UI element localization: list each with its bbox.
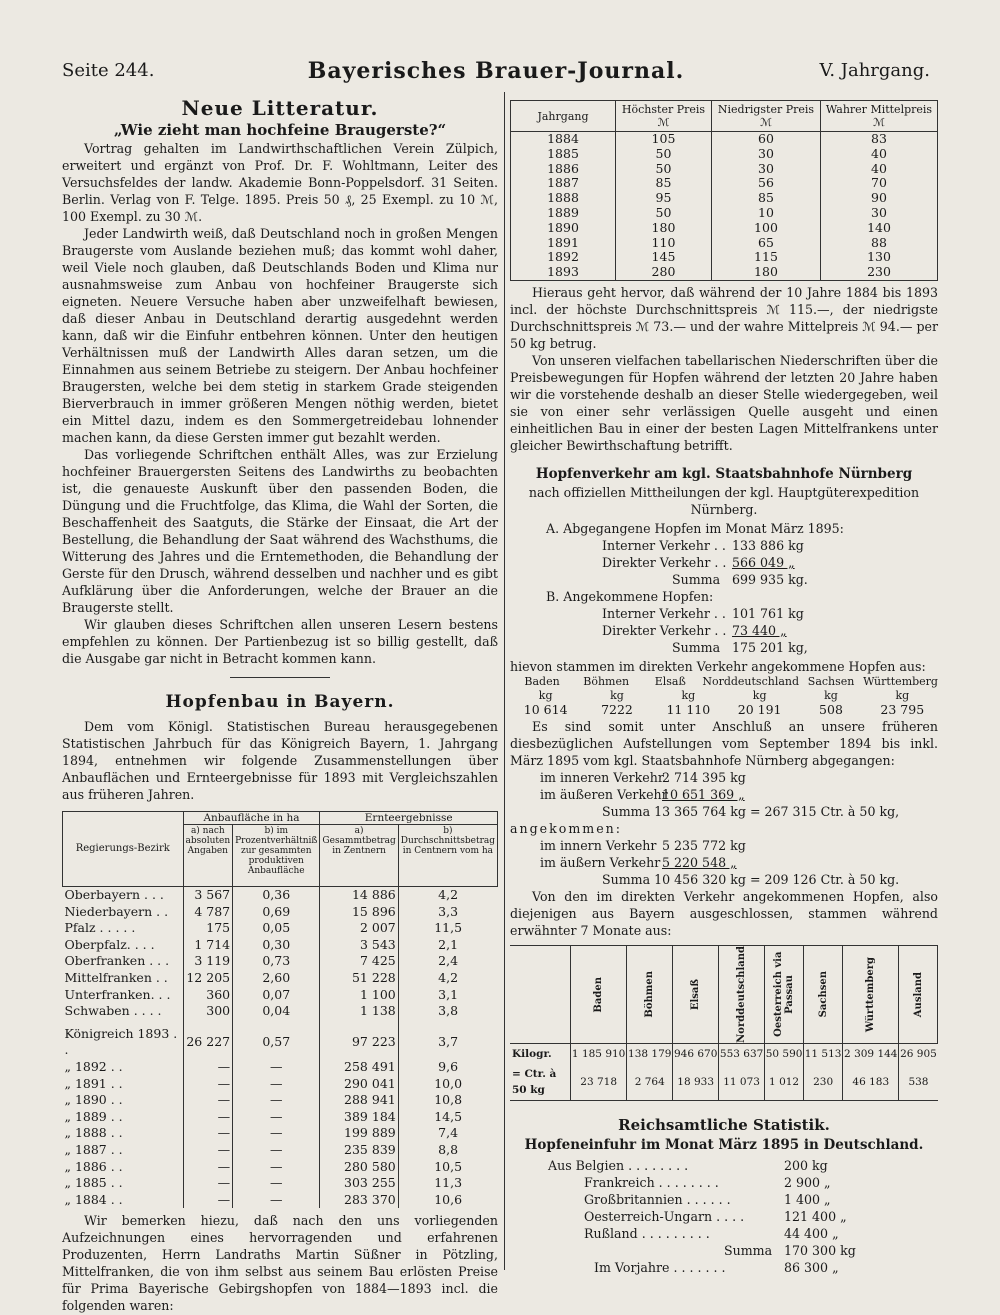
origin-cell: kg [752, 688, 767, 702]
hop-area-table [62, 811, 498, 1208]
origin-table: Baden Böhmen Elsaß Norddeutschland Oesterreich via Passau Sachsen Württemberg Ausland Kilogr. 1 185 910 138 179 946 670 553 637 50 590 11 513 2 309 144 26 905 = Ctr. à 50 kg 23 718 2 764 18 933 11 073 1 012 230 46 183 538 [510, 945, 938, 1101]
col-header: Baden [571, 945, 627, 1043]
origin-cell: 20 191 [737, 701, 782, 717]
table-cell: Oberfranken . . . [64, 953, 170, 969]
table-cell: 105 [616, 132, 712, 147]
table-cell: 130 [820, 250, 937, 265]
origin-cell: Baden [524, 674, 560, 688]
import-amount: 121 400 „ [784, 1208, 847, 1224]
col-header-a: a) nach absoluten Angaben [183, 825, 233, 887]
table-cell: 1 185 910 [571, 1043, 627, 1064]
table-cell: — [183, 1175, 233, 1192]
import-country: Frankreich . . . . . . . . [584, 1174, 719, 1190]
table-cell: 1884 [511, 132, 616, 147]
table-cell: Oberbayern . . . [64, 887, 164, 902]
table-cell: 180 [616, 221, 712, 236]
table-cell: 26 905 [899, 1043, 938, 1064]
page-number: Seite 244. [62, 60, 155, 81]
table-cell: — [233, 1092, 320, 1109]
section-title-literature: Neue Litteratur. [181, 96, 379, 120]
origin-cell: 10 614 [523, 701, 568, 717]
table-cell: 10,0 [398, 1076, 497, 1093]
article-title: „Wie zieht man hochfeine Braugerste?“ [113, 121, 447, 139]
table-cell: 3,1 [398, 987, 497, 1004]
section-b-title: B. Angekommene Hopfen: [546, 588, 714, 604]
table-cell: 10,6 [398, 1192, 497, 1209]
table-row [63, 920, 498, 937]
table-cell: 11 513 [804, 1043, 843, 1064]
table-cell: 1890 [511, 221, 616, 236]
table-cell: — [233, 1142, 320, 1159]
table-cell: 4,2 [398, 887, 497, 904]
table-cell: Unterfranken. . . [64, 986, 171, 1002]
origin-cell: kg [681, 688, 696, 702]
table-cell: 1886 [511, 162, 616, 177]
origin-cell: 7222 [601, 701, 633, 717]
col-header-min: Niedrigster Preis ℳ [711, 101, 820, 132]
import-amount: 1 400 „ [784, 1191, 831, 1207]
table-cell: 11 073 [719, 1064, 765, 1101]
table-cell: 1887 [511, 176, 616, 191]
table-cell: 258 491 [320, 1059, 398, 1076]
origin-cell: 508 [819, 701, 843, 717]
table-cell: 1 100 [320, 987, 398, 1004]
table-cell: — [183, 1109, 233, 1126]
table-cell: — [233, 1175, 320, 1192]
col-header: Württemberg [843, 945, 899, 1043]
import-amount: 44 400 „ [784, 1225, 839, 1241]
table-cell: 2,1 [398, 937, 497, 954]
import-row [548, 1225, 938, 1242]
table-cell: — [233, 1159, 320, 1176]
table-row [63, 953, 498, 970]
table-cell: 0,69 [233, 904, 320, 921]
origin-cell: kg [895, 688, 910, 702]
section-subtitle: nach offiziellen Mittheilungen der kgl. Hauptgüterexpedition Nürnberg. [528, 484, 920, 517]
table-cell: 40 [820, 147, 937, 162]
import-country: Großbritannien . . . . . . [584, 1191, 731, 1207]
table-cell: 10,8 [398, 1092, 497, 1109]
table-cell: 11,5 [398, 920, 497, 937]
table-cell: „ 1889 . . [64, 1108, 123, 1124]
import-amount: 200 kg [784, 1157, 828, 1173]
table-cell: 30 [711, 162, 820, 177]
table-cell: 553 637 [719, 1043, 765, 1064]
table-cell: 180 [711, 265, 820, 280]
right-column [510, 96, 938, 1276]
table-cell: 280 [616, 265, 712, 280]
col-header-gb: b) Durchschnittsbetrag in Centnern vom ha [398, 825, 497, 887]
table-cell: 280 580 [320, 1159, 398, 1176]
table-cell: 3 543 [320, 937, 398, 954]
col-header-mid: Wahrer Mittelpreis ℳ [820, 101, 937, 132]
table-cell: 88 [820, 236, 937, 251]
table-row [63, 1192, 498, 1209]
col-header-jahrgang: Jahrgang [511, 101, 616, 132]
table-cell: 140 [820, 221, 937, 236]
col-header-anbau: Anbaufläche in ha [183, 812, 320, 825]
table-cell: 85 [711, 191, 820, 206]
table-row [511, 191, 938, 206]
table-cell: 1891 [511, 236, 616, 251]
table-cell: — [183, 1142, 233, 1159]
table-cell: „ 1887 . . [64, 1141, 123, 1157]
left-column [62, 96, 498, 1314]
table-cell: 389 184 [320, 1109, 398, 1126]
table-row [511, 132, 938, 147]
column-divider [504, 92, 505, 1270]
article-paragraph: Wir bemerken hiezu, daß nach den uns vorliegenden Aufzeichnungen eines hervorragenden und erfahrenen Produzenten, Herrn Landraths Martin Süßner in Pötzling, Mittelfranken, die von ihm selbst aus seinem Bau erlösten Preise für Prima Bayerische Gebirgshopfen von 1884—1893 incl. die folgenden waren: [62, 1213, 498, 1314]
article-paragraph: Dem vom Königl. Statistischen Bureau herausgegebenen Statistischen Jahrbuch für das Königreich Bayern, 1. Jahrgang 1894, entnehmen wir folgende Zusammenstellungen über Anbauflächen und Ernteergebnisse für 1893 mit Vergleichszahlen aus früheren Jahren. [62, 719, 498, 802]
table-cell: 4 787 [183, 904, 233, 921]
table-cell: 2,60 [233, 970, 320, 987]
table-cell: — [183, 1076, 233, 1093]
table-cell: „ 1890 . . [64, 1092, 123, 1108]
table-cell: — [183, 1092, 233, 1109]
table-cell: 0,04 [233, 1003, 320, 1020]
col-header: Böhmen [627, 945, 673, 1043]
table-cell: — [183, 1059, 233, 1076]
table-cell: 1893 [511, 265, 616, 280]
article-paragraph: Von unseren vielfachen tabellarischen Niederschriften über die Preisbewegungen für Hopfen während der letzten 20 Jahre haben wir die vorstehende deshalb an dieser Stelle wiedergegeben, weil sie von einer sehr verlässigen Quelle ausgeht und einen einheitlichen Bau in einer der besten Lagen Mittelfrankens unter gleicher Bewirthschaftung betrifft. [510, 352, 938, 453]
table-cell: 303 255 [320, 1175, 398, 1192]
table-cell: „ 1886 . . [64, 1158, 123, 1174]
table-row [511, 221, 938, 236]
table-cell: Mittelfranken . . [64, 969, 168, 985]
table-cell: 10 [711, 206, 820, 221]
article-paragraph: Jeder Landwirth weiß, daß Deutschland noch in großen Mengen Braugerste vom Auslande beziehen muß; das kommt wohl daher, weil Viele noch glauben, daß Deutschlands Boden und Klima nur ausnahmsweise zum Anbau von hochfeiner Braugerste sich eigneten. Neuere Versuche haben aber unzweifelhaft bewiesen, daß dieser Anbau in Deutschland derartig ausgedehnt werden kann, daß wir die Einfuhr entbehren können. Unter den heutigen Verhältnissen muß der Landwirth Alles daran setzen, um die Einnahmen aus seinem Betriebe zu steigern. Der Anbau hochfeiner Braugersten, welche bei dem stetig in starkem Grade steigenden Bierverbrauch in immer größeren Mengen nöthig werden, bietet ein Mittel dazu, indem es den Sommergetreidebau lohnender machen kann, da diese Gersten immer gut bezahlt werden. [62, 226, 498, 445]
table-cell: Schwaben . . . . [64, 1003, 162, 1019]
hop-traffic-block: A. Abgegangene Hopfen im Monat März 1895: Interner Verkehr . . 133 886 kg Direkter Verkehr . . 566 049 „ Summa 699 935 kg. B. Angekommene Hopfen: Interner Verkehr . . 101 761 kg Direkter Verkehr . . 73 440 „ Summa 175 201 kg, [546, 520, 938, 656]
table-row [63, 904, 498, 921]
cumulative-block: im inneren Verkehr2 714 395 kg im äußeren Verkehr10 651 369 „ Summa 13 365 764 kg = 267 315 Ctr. à 50 kg, angekommen: im innern Verkehr 5 235 772 kg im äußern Verkehr 5 220 548 „ Summa 10 456 320 kg = 209 126 Ctr. à 50 kg. [510, 769, 900, 887]
table-cell: „ 1888 . . [64, 1125, 123, 1141]
page-header [62, 58, 930, 86]
article-paragraph: Hieraus geht hervor, daß während der 10 Jahre 1884 bis 1893 incl. der höchste Durchschnittspreis ℳ 115.—, der niedrigste Durchschnittspreis ℳ 73.— und der wahre Mittelpreis ℳ 94.— per 50 kg betrug. [510, 284, 938, 351]
table-row [63, 970, 498, 987]
table-row [511, 176, 938, 191]
table-cell: 115 [711, 250, 820, 265]
table-cell: 85 [616, 176, 712, 191]
price-table [510, 100, 938, 281]
import-row [548, 1191, 938, 1208]
origin-cell: 23 795 [880, 701, 925, 717]
table-cell: 1885 [511, 147, 616, 162]
article-paragraph: Das vorliegende Schriftchen enthält Alles, was zur Erzielung hochfeiner Brauergersten Seitens des Landwirths zu beobachten ist, die genaueste Auskunft über den passenden Boden, die Düngung und die Fruchtfolge, das Klima, die Wahl der Sorten, die Beschaffenheit des Saatguts, die Stärke der Einsaat, die Art der Bestellung, die Behandlung der Saat während des Wachsthums, die Witterung des Jahres und die Erntemethoden, die Behandlung der Gerste für den Drusch, während desselben und nachher und es gibt Aufklärung über die Anforderungen, welche der Brauer an die Braugerste stellt. [62, 447, 498, 615]
table-row [511, 265, 938, 280]
table-cell: 0,30 [233, 937, 320, 954]
table-cell: 0,57 [233, 1026, 320, 1059]
table-row [511, 162, 938, 177]
table-cell: 18 933 [673, 1064, 719, 1101]
table-cell: „ 1891 . . [64, 1075, 123, 1091]
table-row [63, 1125, 498, 1142]
table-cell: — [233, 1059, 320, 1076]
table-cell: „ 1885 . . [64, 1175, 123, 1191]
table-row [511, 147, 938, 162]
table-cell: 90 [820, 191, 937, 206]
table-cell: 2 309 144 [843, 1043, 899, 1064]
table-cell: 97 223 [320, 1026, 398, 1059]
table-cell: 70 [820, 176, 937, 191]
table-cell: 60 [711, 132, 820, 147]
table-row [63, 937, 498, 954]
table-cell: 46 183 [843, 1064, 899, 1101]
table-cell: 8,8 [398, 1142, 497, 1159]
table-cell: 1888 [511, 191, 616, 206]
table-cell: 23 718 [571, 1064, 627, 1101]
table-cell: 0,36 [233, 887, 320, 904]
table-row [63, 1142, 498, 1159]
col-header: Oesterreich via Passau [765, 945, 804, 1043]
section-title-statistik: Reichsamtliche Statistik. [618, 1115, 830, 1134]
table-cell: 175 [183, 920, 233, 937]
import-amount: 2 900 „ [784, 1174, 831, 1190]
col-header: Ausland [899, 945, 938, 1043]
origin-cell: 11 110 [666, 701, 711, 717]
table-row [63, 1109, 498, 1126]
table-row [63, 1159, 498, 1176]
table-cell: — [183, 1125, 233, 1142]
table-cell: 7 425 [320, 953, 398, 970]
section-subtitle-import: Hopfeneinfuhr im Monat März 1895 in Deutschland. [524, 1136, 924, 1153]
table-row [511, 250, 938, 265]
table-cell: 12 205 [183, 970, 233, 987]
table-row [63, 1076, 498, 1093]
table-cell: 946 670 [673, 1043, 719, 1064]
table-cell: 65 [711, 236, 820, 251]
col-header: Elsaß [673, 945, 719, 1043]
table-cell: 283 370 [320, 1192, 398, 1209]
col-header-max: Höchster Preis ℳ [616, 101, 712, 132]
table-row [63, 1003, 498, 1020]
table-cell: Oberpfalz. . . . [64, 936, 155, 952]
table-cell: 95 [616, 191, 712, 206]
table-cell: 100 [711, 221, 820, 236]
origin-cell: kg [610, 688, 624, 702]
table-cell: 30 [711, 147, 820, 162]
table-cell: 288 941 [320, 1092, 398, 1109]
import-list: Aus Belgien . . . . . . . . 200 kg Frankreich . . . . . . . . 2 900 „ Großbritannien . . . . . . 1 400 „ Oesterreich-Ungarn . . . . 121 400 „ Rußland . . . . . . . . . 44 400 „ Summa 170 300 kg Im Vorjahre . . . . . . . 86 300 „ [548, 1157, 938, 1276]
table-cell: 14,5 [398, 1109, 497, 1126]
table-row [63, 1092, 498, 1109]
article-intro: Vortrag gehalten im Landwirthschaftlichen Verein Zülpich, erweitert und ergänzt von Prof. Dr. F. Wohltmann, Leiter des Versuchsfeldes der landw. Akademie Bonn-Poppelsdorf. 31 Seiten. Berlin. Verlag von F. Telge. 1895. Preis 50 ₰, 25 Exempl. zu 10 ℳ, 100 Exempl. zu 30 ℳ. [62, 141, 498, 224]
table-cell: „ 1884 . . [64, 1191, 123, 1207]
origin-cell: Norddeutschland [702, 674, 800, 688]
table-cell: 1 012 [765, 1064, 804, 1101]
col-header-ga: a) Gesammtbetrag in Zentnern [320, 825, 398, 887]
section-a-title: A. Abgegangene Hopfen im Monat März 1895: [546, 520, 844, 536]
table-cell: — [233, 1109, 320, 1126]
table-cell: 2 007 [320, 920, 398, 937]
table-cell: 3,3 [398, 904, 497, 921]
import-row [548, 1208, 938, 1225]
origin-units [510, 689, 938, 703]
section-separator [230, 677, 330, 678]
table-cell: 360 [183, 987, 233, 1004]
table-cell: — [233, 1125, 320, 1142]
import-country: Rußland . . . . . . . . . [584, 1225, 710, 1241]
article-paragraph: Von den im direkten Verkehr angekommenen Hopfen, also diejenigen aus Bayern ausgeschlossen, stammen während erwähnter 7 Monate aus: [510, 888, 938, 938]
table-cell: „ 1892 . . [64, 1058, 123, 1074]
article-paragraph: Wir glauben dieses Schriftchen allen unseren Lesern bestens empfehlen zu können. Der Partienbezug ist so billig gestellt, daß die Ausgabe gar nicht in Betracht kommen kann. [62, 617, 498, 666]
table-cell: 1889 [511, 206, 616, 221]
table-cell: 0,73 [233, 953, 320, 970]
table-cell: 30 [820, 206, 937, 221]
table-cell: 0,05 [233, 920, 320, 937]
table-cell: 15 896 [320, 904, 398, 921]
origin-cell: Elsaß [654, 674, 686, 688]
table-cell: 199 889 [320, 1125, 398, 1142]
origin-intro: hievon stammen im direkten Verkehr angekommene Hopfen aus: [510, 658, 926, 674]
article-paragraph: Es sind somit unter Anschluß an unsere früheren diesbezüglichen Aufstellungen vom September 1894 bis inkl. März 1895 vom kgl. Staatsbahnhofe Nürnberg abgegangen: [510, 718, 938, 768]
table-cell: 110 [616, 236, 712, 251]
table-cell: — [183, 1192, 233, 1209]
section-title-verkehr: Hopfenverkehr am kgl. Staatsbahnhofe Nürnberg [535, 465, 913, 482]
table-cell: 10,5 [398, 1159, 497, 1176]
table-cell: 290 041 [320, 1076, 398, 1093]
table-cell: Niederbayern . . [64, 903, 169, 919]
section-title-hopfenbau: Hopfenbau in Bayern. [165, 692, 395, 712]
import-country: Oesterreich-Ungarn . . . . [584, 1208, 745, 1224]
table-cell: Königreich 1893 . . [64, 1025, 178, 1058]
table-cell: — [233, 1076, 320, 1093]
table-cell: 4,2 [398, 970, 497, 987]
table-cell: 3 567 [183, 887, 233, 904]
origin-values [510, 703, 938, 717]
import-country: Aus Belgien . . . . . . . . [548, 1157, 689, 1173]
volume-label: V. Jahrgang. [819, 60, 930, 81]
table-cell: 300 [183, 1003, 233, 1020]
origin-heads [510, 675, 938, 689]
col-header-b: b) im Prozentverhältniß zur gesammten produktiven Anbaufläche [233, 825, 320, 887]
col-header-bezirk: Regierungs-Bezirk [63, 812, 184, 887]
origin-cell: kg [538, 688, 553, 702]
origin-cell: Böhmen [583, 674, 630, 688]
table-cell: — [233, 1192, 320, 1209]
table-row [63, 1175, 498, 1192]
origin-cell: Sachsen [807, 674, 855, 688]
col-header: Sachsen [804, 945, 843, 1043]
table-row [63, 1059, 498, 1076]
table-cell: 145 [616, 250, 712, 265]
table-cell: 3,7 [398, 1026, 497, 1059]
table-cell: 538 [899, 1064, 938, 1101]
table-cell: 56 [711, 176, 820, 191]
table-cell: 3 119 [183, 953, 233, 970]
table-cell: 2,4 [398, 953, 497, 970]
table-row [63, 1026, 498, 1059]
journal-title: Bayerisches Brauer-Journal. [307, 58, 685, 84]
table-cell: 0,07 [233, 987, 320, 1004]
table-cell: 50 [616, 147, 712, 162]
table-cell: 14 886 [320, 887, 398, 904]
table-cell: 7,4 [398, 1125, 497, 1142]
table-cell: 50 590 [765, 1043, 804, 1064]
table-cell: 11,3 [398, 1175, 497, 1192]
table-cell: 1 138 [320, 1003, 398, 1020]
table-row [63, 887, 498, 904]
table-cell: 230 [804, 1064, 843, 1101]
table-cell: 2 764 [627, 1064, 673, 1101]
table-cell: — [183, 1159, 233, 1176]
table-row [511, 236, 938, 251]
table-cell: 83 [820, 132, 937, 147]
col-header: Norddeutschland [719, 945, 765, 1043]
table-cell: 40 [820, 162, 937, 177]
import-row [548, 1157, 938, 1174]
table-cell: Pfalz . . . . . [64, 920, 136, 936]
origin-cell: kg [824, 688, 838, 702]
table-cell: 26 227 [183, 1026, 233, 1059]
table-cell: 50 [616, 162, 712, 177]
table-cell: 1 714 [183, 937, 233, 954]
table-cell: 3,8 [398, 1003, 497, 1020]
table-cell: 235 839 [320, 1142, 398, 1159]
table-cell: 9,6 [398, 1059, 497, 1076]
table-cell: 138 179 [627, 1043, 673, 1064]
import-row [548, 1174, 938, 1191]
origin-cell: Württemberg [863, 674, 938, 688]
table-row [63, 987, 498, 1004]
table-cell: 51 228 [320, 970, 398, 987]
table-cell: 50 [616, 206, 712, 221]
table-row [511, 206, 938, 221]
table-cell: 230 [820, 265, 937, 280]
col-header-ernte: Ernteergebnisse [320, 812, 498, 825]
table-cell: 1892 [511, 250, 616, 265]
